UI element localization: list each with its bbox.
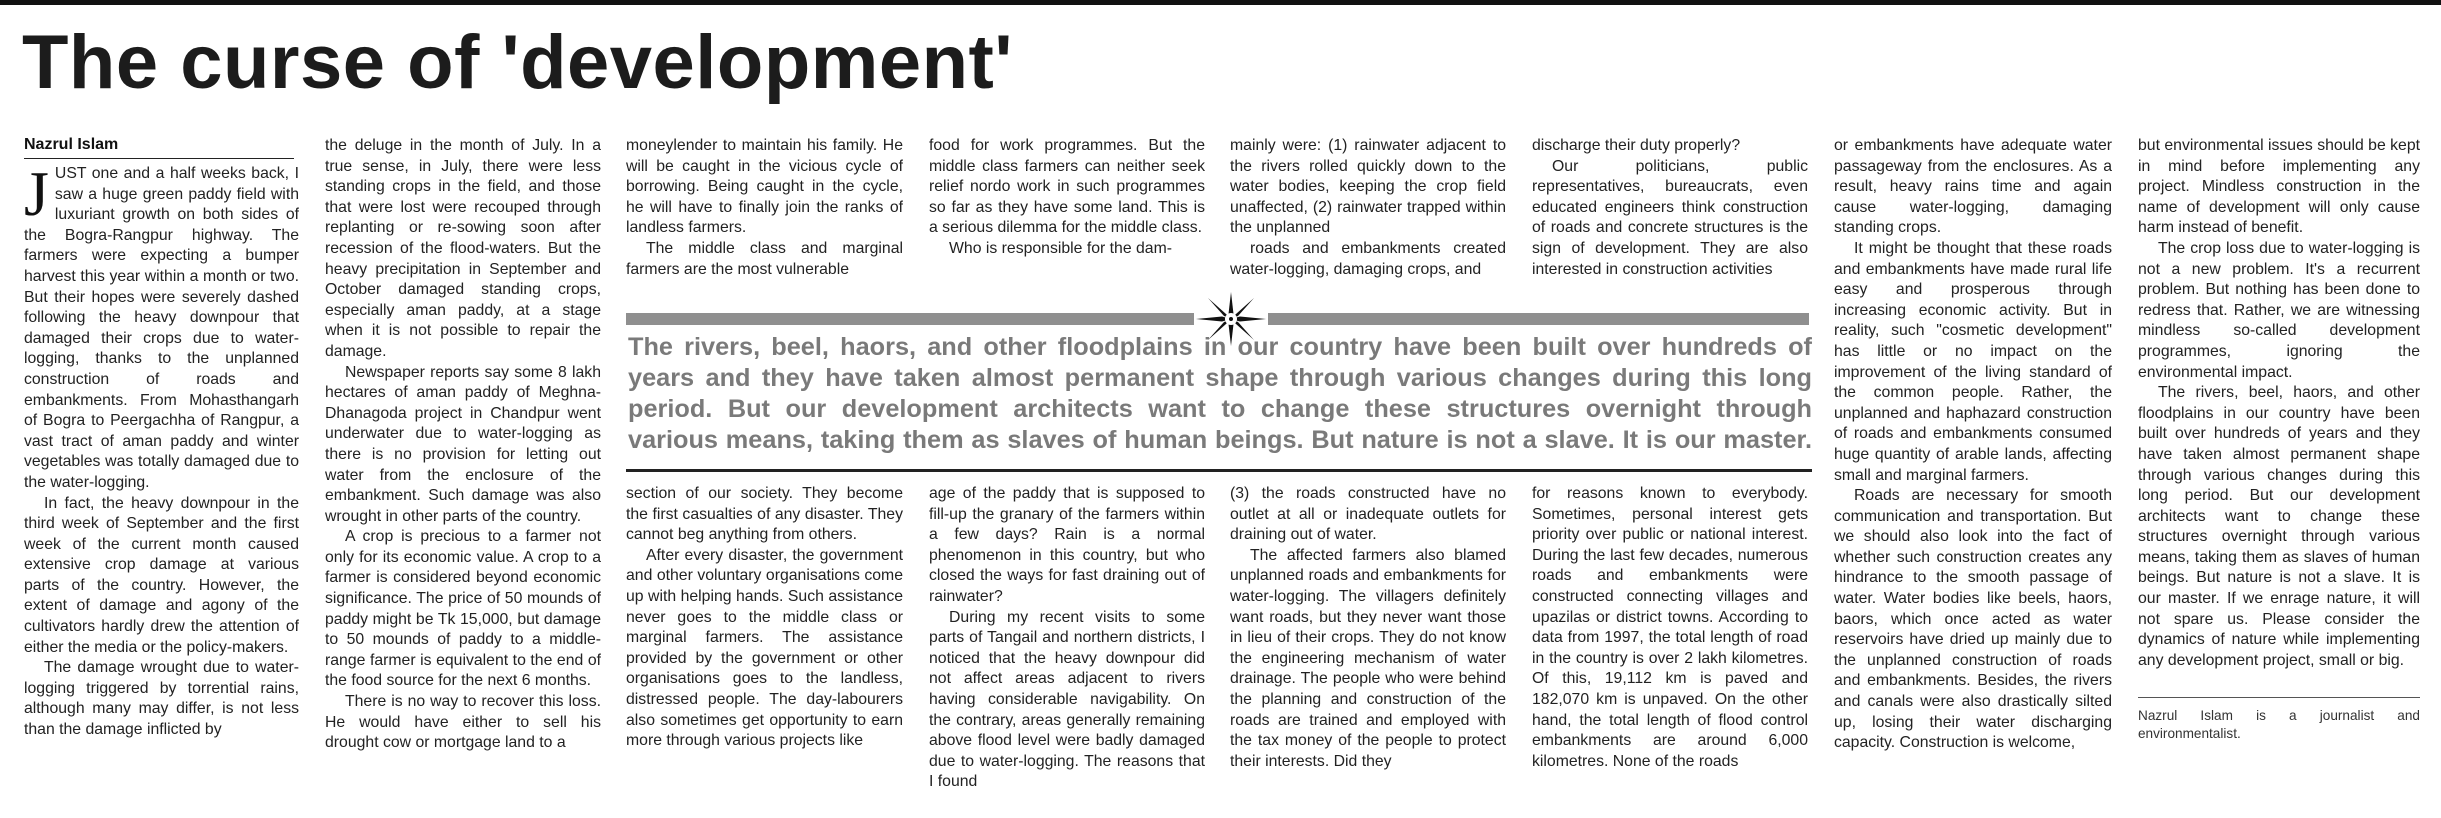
column-1 <box>24 164 299 818</box>
paragraph: or embankments have adequate water passageway from the enclosures. As a result, heavy rains time and again cause water-logging, damaging standing crops. <box>1834 137 2112 237</box>
paragraph: In fact, the heavy downpour in the third week of September and the first week of the current month caused extensive crop damage at various parts of the country. However, the extent of damage and agony of the cultivators hardly drew the attention of either the media or the policy-makers. <box>24 494 299 656</box>
pull-quote-rule <box>1268 313 1809 325</box>
column-2 <box>325 136 601 818</box>
paragraph: Newspaper reports say some 8 lakh hectares of aman paddy of Meghna-Dhanagoda project in Chandpur went underwater due to water-logging as there is no provision for letting out water from the enclosure of the embankment. Such damage was also wrought in other parts of the country. <box>325 363 601 525</box>
top-rule <box>0 0 2441 5</box>
column-4-upper <box>929 136 1205 300</box>
paragraph: (3) the roads constructed have no outlet at all or inadequate outlets for draining out of water. <box>1230 485 1506 544</box>
column-6-upper <box>1532 136 1808 300</box>
drop-cap: J <box>24 164 49 229</box>
paragraph: section of our society. They become the first casualties of any disaster. They cannot beg anything from others. <box>626 485 903 544</box>
paragraph: Who is responsible for the dam- <box>949 239 1173 257</box>
paragraph: Our politicians, public representatives, bureaucrats, even educated engineers think construction of roads and concrete structures is the sign of development. They are also interested in construction activities <box>1532 157 1808 278</box>
paragraph: The crop loss due to water-logging is not a new problem. It's a recurrent problem. But nothing has been done to redress that. Rather, we are witnessing mindless so-called development programmes, ignoring the environmental impact. <box>2138 239 2420 381</box>
paragraph: The affected farmers also blamed unplanned roads and embankments for water-logging. The villagers definitely want roads, but they never want those in lieu of their crops. They do not know the engineering mechanism of water drainage. The people who were behind the planning and construction of the roads are trained and employed with the tax money of the people to protect their interests. Did they <box>1230 546 1506 770</box>
byline: Nazrul Islam <box>24 136 294 159</box>
column-5-lower <box>1230 484 1506 818</box>
paragraph: The middle class and marginal farmers are the most vulnerable <box>626 239 903 278</box>
paragraph: roads and embankments created water-logging, damaging crops, and <box>1230 239 1506 278</box>
paragraph: mainly were: (1) rainwater adjacent to the rivers rolled quickly down to the water bodies, keeping the crop field unaffected, (2) rainwater trapped within the unplanned <box>1230 137 1506 237</box>
paragraph: JUST one and a half weeks back, I saw a huge green paddy field with luxuriant growth on both sides of the Bogra-Rangpur highway. The farmers were expecting a bumper harvest this year within a month or two. But their hopes were severely dashed following the heavy downpour that damaged their crops due to water-logging, thanks to the unplanned construction of roads and embankments. From Mohasthangarh of Bogra to Peergachha of Rangpur, a vast tract of aman paddy and winter vegetables was totally damaged due to the water-logging. <box>24 164 299 491</box>
paragraph: It might be thought that these roads and embankments have made rural life easy and prosperous through increasing economic activity. But in reality, such "cosmetic development" has little or no impact on the improvement of the living standard of the common people. Rather, the unplanned and haphazard construction of roads and embankments consumed huge quantity of arable lands, affecting small and marginal farmers. <box>1834 239 2112 484</box>
paragraph: age of the paddy that is supposed to fill-up the granary of the farmers within a few days? Rain is a normal phenomenon in this country, but who closed the ways for fast draining out of rainwater? <box>929 485 1205 605</box>
paragraph: There is no way to recover this loss. He would have either to sell his drought cow or mortgage land to a <box>325 693 601 752</box>
column-3-upper <box>626 136 903 300</box>
author-bio-rule <box>2138 697 2420 698</box>
pull-quote: The rivers, beel, haors, and other floodplains in our country have been built over hundreds of years and they have taken almost permanent shape through various changes during this long period. But our development architects want to change these structures overnight through various means, taking them as slaves of human beings. But nature is not a slave. It is our master. <box>628 333 1812 454</box>
paragraph: The damage wrought due to water-logging triggered by torrential rains, although many may differ, is not less than the damage inflicted by <box>24 659 299 739</box>
column-7 <box>1834 136 2112 818</box>
paragraph: The rivers, beel, haors, and other floodplains in our country have been built over hundreds of years and they have taken almost permanent shape through various changes during this long period. But our development architects want to change these structures overnight through various means, taking them as slaves of human beings. But nature is not a slave. It is our master. If we enrage nature, it will not spare us. Please consider the dynamics of nature while implementing any development project, small or big. <box>2138 384 2420 669</box>
paragraph: the deluge in the month of July. In a true sense, in July, there were less standing crops in the field, and those that were lost were recouped through replanting or re-sowing soon after recession of the flood-waters. But the heavy precipitation in September and October damaged standing crops, especially aman paddy, at a stage when it is not possible to repair the damage. <box>325 137 601 360</box>
paragraph: moneylender to maintain his family. He will be caught in the vicious cycle of borrowing. Being caught in the cycle, he will have to finally join the ranks of landless farmers. <box>626 137 903 237</box>
paragraph: After every disaster, the government and other voluntary organisations come up with helping hands. Such assistance never goes to the middle class or marginal farmers. The assistance provided by the government or other organisations goes to the landless, distressed people. The day-labourers also sometimes get opportunity to earn more through various projects like <box>626 546 903 750</box>
column-5-upper <box>1230 136 1506 300</box>
paragraph: but environmental issues should be kept in mind before implementing any project. Mindless construction in the name of development will only cause harm instead of benefit. <box>2138 137 2420 237</box>
column-6-lower <box>1532 484 1808 818</box>
column-4-lower <box>929 484 1205 818</box>
paragraph: for reasons known to everybody. Sometimes, personal interest gets priority over public or national interest. During the last few decades, numerous roads and embankments were constructed connecting villages and upazilas or district towns. According to data from 1997, the total length of road in the country is over 2 lakh kilometres. Of this, 19,112 km is paved and 182,070 km is unpaved. On the other hand, the total length of flood control embankments are around 6,000 kilometres. None of the roads <box>1532 485 1808 770</box>
author-bio: Nazrul Islam is a journalist and environmentalist. <box>2138 708 2420 741</box>
pull-quote-rule <box>626 313 1194 325</box>
column-3-lower <box>626 484 903 818</box>
headline: The curse of 'development' <box>22 20 1013 105</box>
column-8 <box>2138 136 2420 692</box>
paragraph: A crop is precious to a farmer not only for its economic value. A crop to a farmer is considered beyond economic significance. The price of 50 mounds of paddy might be Tk 15,000, but damage to 50 mounds of paddy to a middle-range farmer is equivalent to the end of the food source for the next 6 months. <box>325 528 601 690</box>
paragraph: Roads are necessary for smooth communication and transportation. But we should also look into the fact of whether such construction creates any hindrance to the smooth passage of water. Water bodies like beels, haors, baors, which once acted as water reservoirs have dried up mainly due to the unplanned construction of roads and embankments. Besides, the rivers and canals were also drastically silted up, losing their water discharging capacity. Construction is welcome, <box>1834 487 2112 752</box>
paragraph: discharge their duty properly? <box>1532 137 1741 154</box>
paragraph: food for work programmes. But the middle class farmers can neither seek relief nordo work in such programmes so far as they have some land. This is a serious dilemma for the middle class. <box>929 137 1205 237</box>
paragraph: During my recent visits to some parts of Tangail and northern districts, I noticed that the heavy downpour did not affect areas adjacent to rivers having considerable navigability. On the contrary, areas generally remaining above flood level were badly damaged due to water-logging. The reasons that I found <box>929 608 1205 791</box>
pull-quote-rule <box>626 469 1812 472</box>
